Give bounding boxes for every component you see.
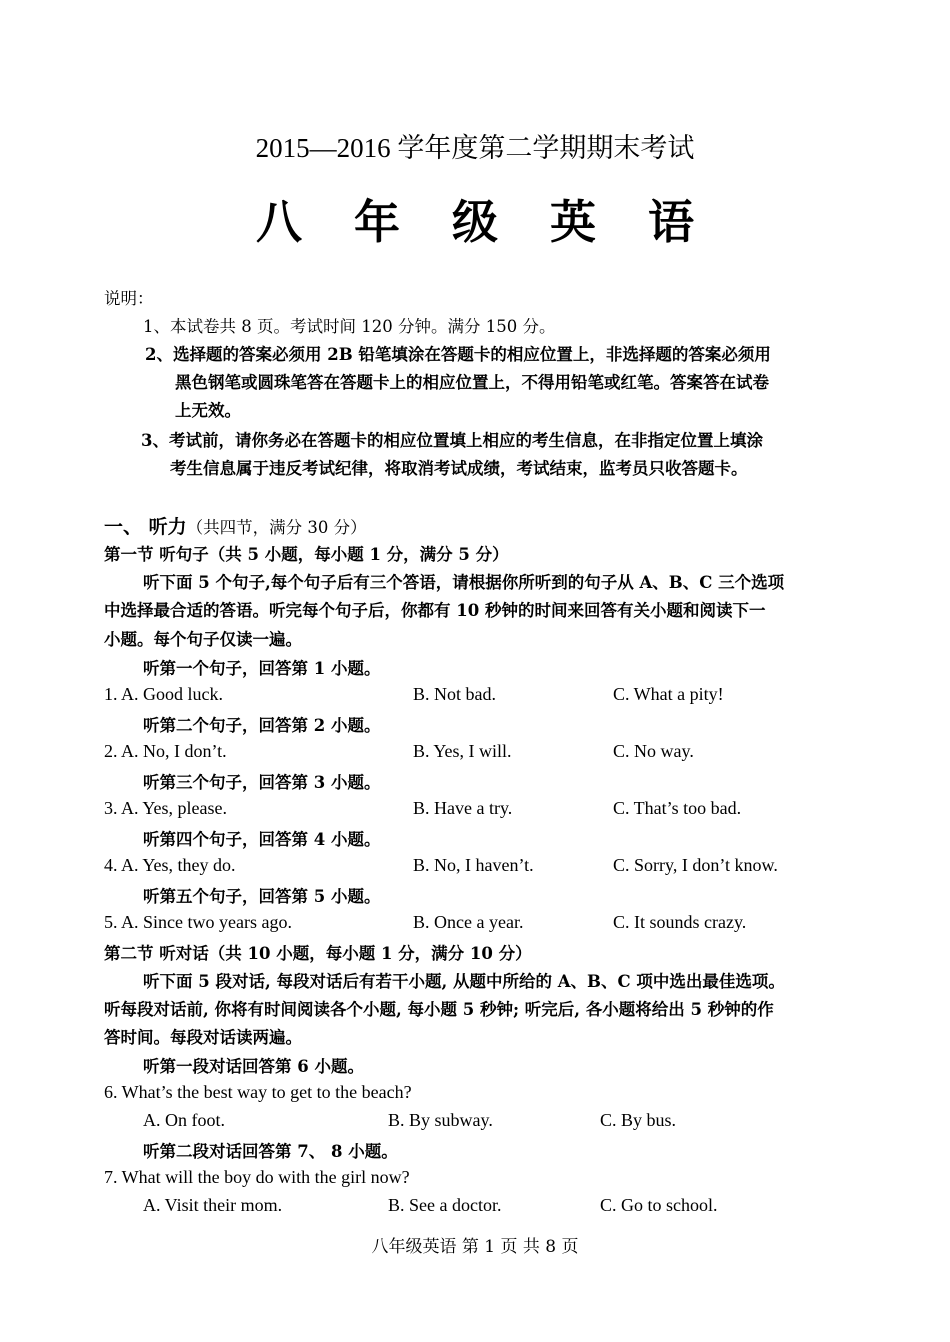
option-a: A. Visit their mom. bbox=[143, 1195, 283, 1215]
part1-directions-line: 听下面 5 个句子,每个句子后有三个答语，请根据你所听到的句子从 A、B、C 三个选项 bbox=[143, 573, 785, 592]
instruction-item: 1、本试卷共 8 页。考试时间 120 分钟。满分 150 分。 bbox=[143, 317, 556, 336]
option-b: B. Not bad. bbox=[413, 684, 496, 704]
part2-heading: 第二节 听对话（共 10 小题，每小题 1 分，满分 10 分） bbox=[104, 944, 532, 963]
part1-directions-line: 中选择最合适的答语。听完每个句子后，你都有 10 秒钟的时间来回答有关小题和阅读下一 bbox=[104, 601, 766, 620]
question-prompt: 听第四个句子，回答第 4 小题。 bbox=[143, 830, 381, 849]
option-a: A. On foot. bbox=[143, 1110, 225, 1130]
part2-directions-line: 听下面 5 段对话, 每段对话后有若干小题, 从题中所给的 A、B、C 项中选出最佳选项。 bbox=[143, 972, 785, 991]
option-c: C. Sorry, I don’t know. bbox=[613, 855, 778, 875]
option-b: B. By subway. bbox=[388, 1110, 493, 1130]
option-a: 1. A. Good luck. bbox=[104, 684, 223, 704]
option-b: B. Once a year. bbox=[413, 912, 524, 932]
section-heading bbox=[104, 512, 367, 539]
question-prompt: 听第五个句子，回答第 5 小题。 bbox=[143, 887, 381, 906]
option-b: B. Yes, I will. bbox=[413, 741, 512, 761]
option-c: C. Go to school. bbox=[600, 1195, 718, 1215]
option-c: C. No way. bbox=[613, 741, 694, 761]
section-heading-note: （共四节，满分 30 分） bbox=[186, 518, 367, 537]
part2-directions-line: 听每段对话前, 你将有时间阅读各个小题, 每小题 5 秒钟; 听完后, 各小题将给出 5 秒钟的作 bbox=[104, 1000, 774, 1019]
question-stem: 7. What will the boy do with the girl now? bbox=[104, 1167, 410, 1187]
option-b: B. See a doctor. bbox=[388, 1195, 502, 1215]
subject-title: 八 年 级 英 语 bbox=[255, 195, 713, 249]
instruction-item: 考生信息属于违反考试纪律，将取消考试成绩，考试结束，监考员只收答题卡。 bbox=[170, 459, 748, 478]
option-b: B. Have a try. bbox=[413, 798, 513, 818]
instruction-item: 3、考试前，请你务必在答题卡的相应位置填上相应的考生信息，在非指定位置上填涂 bbox=[141, 431, 763, 450]
exam-title: 2015—2016 学年度第二学期期末考试 bbox=[255, 133, 695, 163]
dialogue-prompt: 听第二段对话回答第 7、 8 小题。 bbox=[143, 1142, 398, 1161]
option-a: 3. A. Yes, please. bbox=[104, 798, 228, 818]
instruction-item: 黑色钢笔或圆珠笔答在答题卡上的相应位置上，不得用铅笔或红笔。答案答在试卷 bbox=[175, 373, 769, 392]
question-stem: 6. What’s the best way to get to the beach? bbox=[104, 1082, 412, 1102]
question-prompt: 听第一个句子，回答第 1 小题。 bbox=[143, 659, 381, 678]
instructions-label: 说明： bbox=[104, 289, 154, 308]
question-prompt: 听第二个句子，回答第 2 小题。 bbox=[143, 716, 381, 735]
option-c: C. That’s too bad. bbox=[613, 798, 742, 818]
option-a: 5. A. Since two years ago. bbox=[104, 912, 292, 932]
option-a: 4. A. Yes, they do. bbox=[104, 855, 236, 875]
part1-heading: 第一节 听句子（共 5 小题，每小题 1 分，满分 5 分） bbox=[104, 545, 509, 564]
dialogue-prompt: 听第一段对话回答第 6 小题。 bbox=[143, 1057, 364, 1076]
option-b: B. No, I haven’t. bbox=[413, 855, 534, 875]
option-c: C. It sounds crazy. bbox=[613, 912, 747, 932]
option-c: C. By bus. bbox=[600, 1110, 677, 1130]
instruction-item: 上无效。 bbox=[175, 401, 241, 420]
part1-directions-line: 小题。每个句子仅读一遍。 bbox=[104, 630, 302, 649]
option-a: 2. A. No, I don’t. bbox=[104, 741, 227, 761]
section-heading-title: 一、 听力 bbox=[104, 516, 187, 538]
option-c: C. What a pity! bbox=[613, 684, 724, 704]
part2-directions-line: 答时间。每段对话读两遍。 bbox=[104, 1028, 302, 1047]
question-prompt: 听第三个句子，回答第 3 小题。 bbox=[143, 773, 381, 792]
instruction-item: 2、选择题的答案必须用 2B 铅笔填涂在答题卡的相应位置上，非选择题的答案必须用 bbox=[145, 345, 771, 364]
page-footer: 八年级英语 第 1 页 共 8 页 bbox=[371, 1237, 579, 1257]
